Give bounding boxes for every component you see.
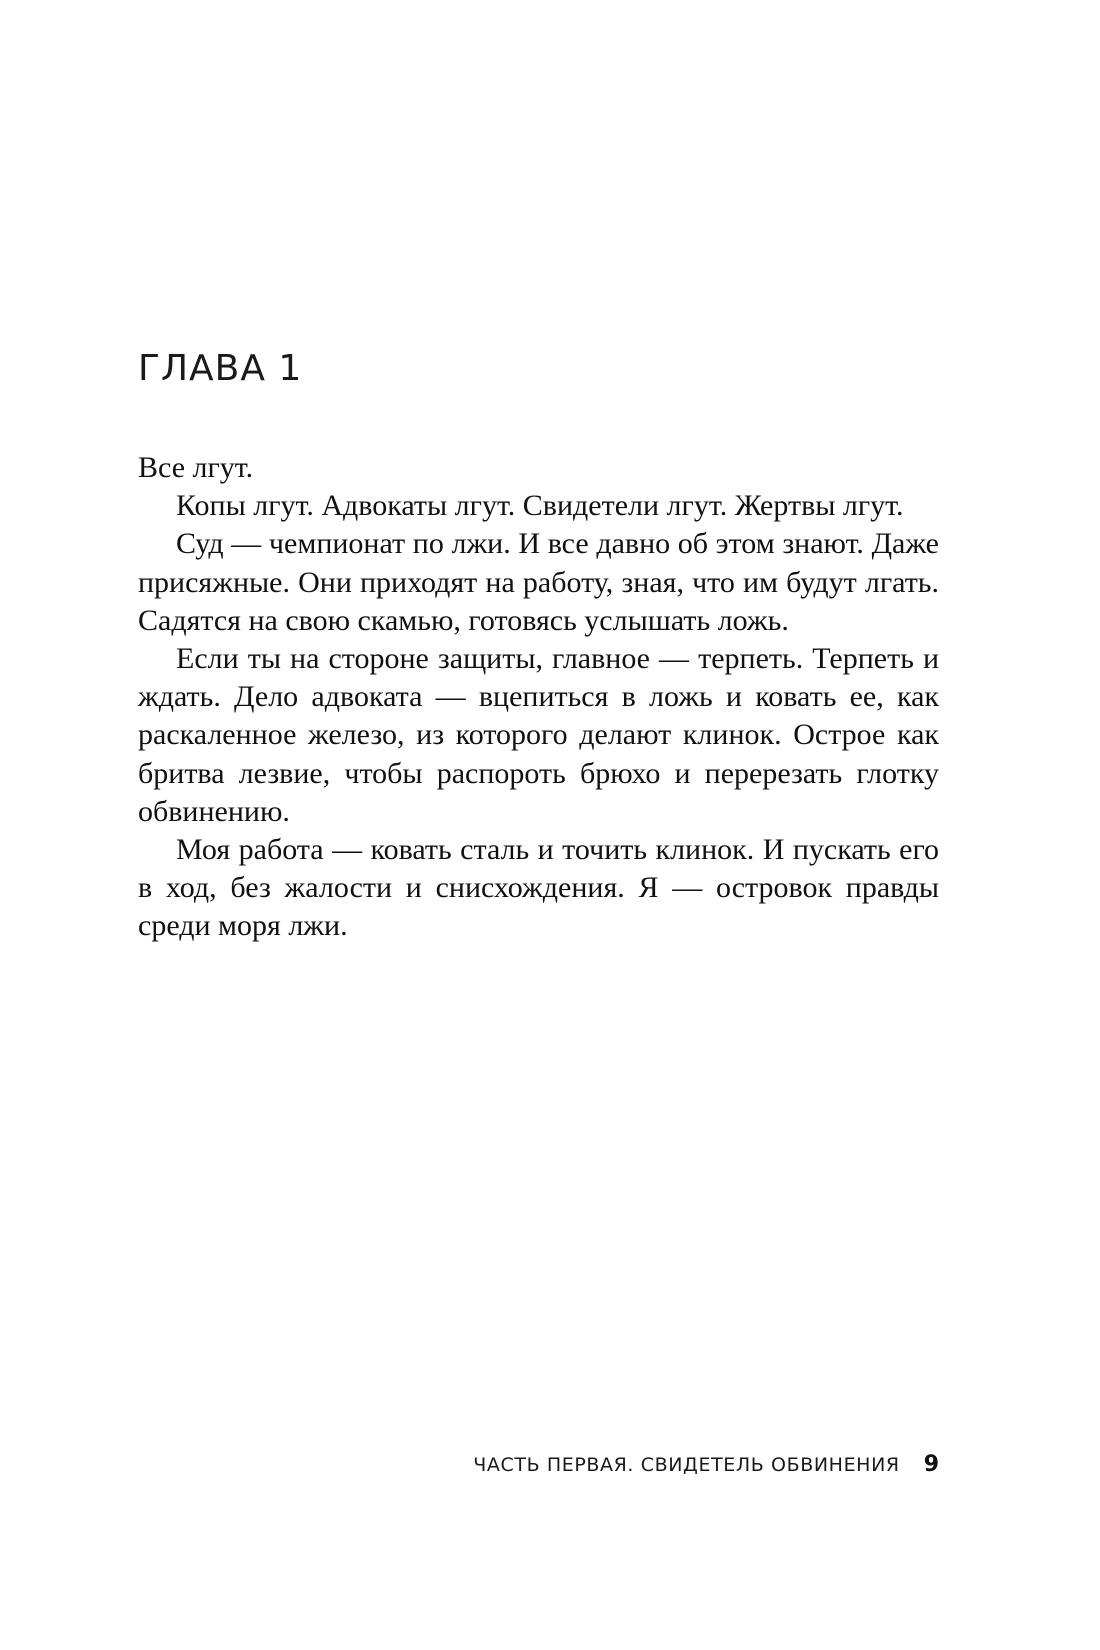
page-number: 9	[923, 1452, 939, 1477]
paragraph: Суд — чемпионат по лжи. И все давно об этом знают. Даже присяжные. Они приходят на работу, зная, что им будут лгать. Садятся на свою скамью, готовясь услышать ложь.	[138, 527, 939, 637]
page-footer	[0, 1452, 939, 1482]
paragraph: Если ты на стороне защиты, главное — терпеть. Терпеть и ждать. Дело адвоката — вцепиться в ложь и ковать ее, как раскаленное железо, из которого делают клинок. Острое как бритва лезвие, чтобы распороть брюхо и перерезать глотку обвинению.	[138, 642, 939, 828]
paragraph: Моя работа — ковать сталь и точить клинок. И пускать его в ход, без жалости и снисхождения. Я — островок правды среди моря лжи.	[138, 833, 939, 943]
paragraph: Все лгут.	[138, 451, 254, 484]
running-head: ЧАСТЬ ПЕРВАЯ. СВИДЕТЕЛЬ ОБВИНЕНИЯ	[473, 1454, 900, 1476]
paragraph: Копы лгут. Адвокаты лгут. Свидетели лгут. Жертвы лгут.	[176, 489, 904, 523]
chapter-body	[138, 449, 939, 946]
chapter-title: ГЛАВА 1	[138, 348, 303, 389]
